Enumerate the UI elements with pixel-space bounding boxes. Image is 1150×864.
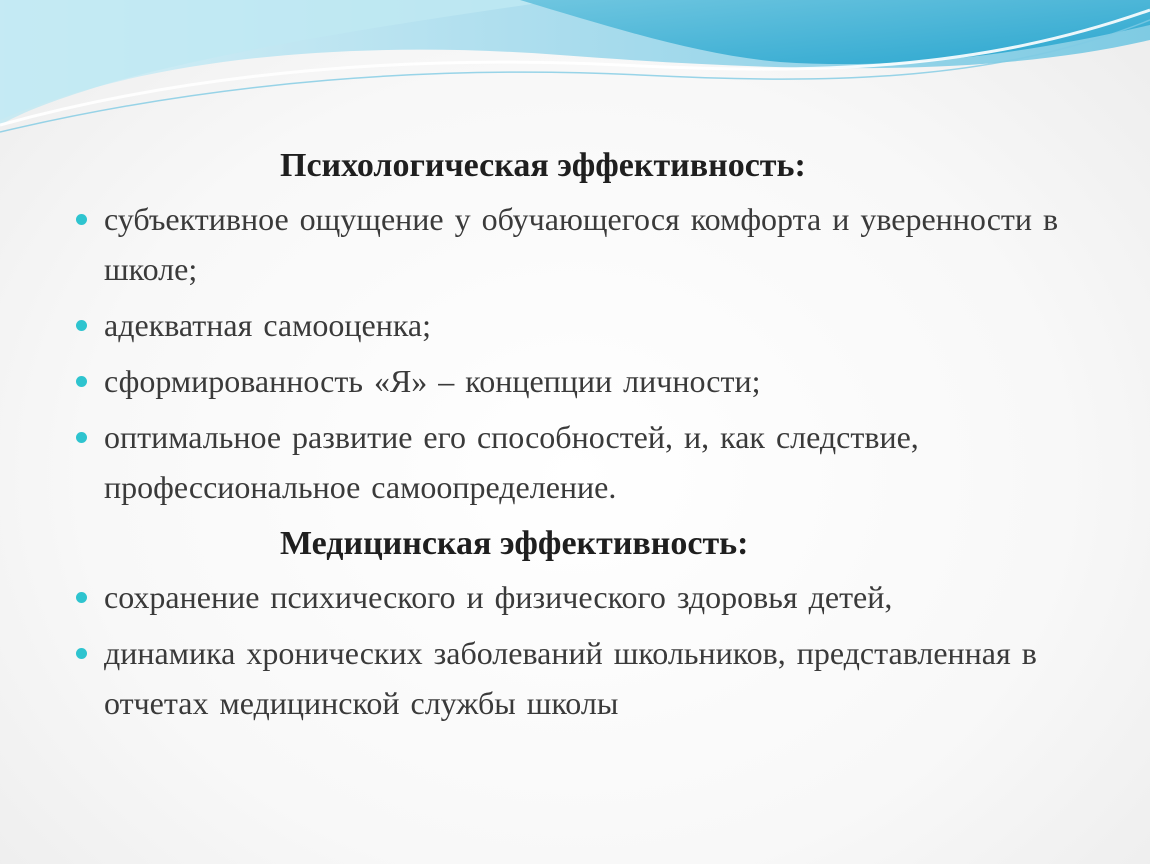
bullet-icon — [76, 214, 87, 225]
list-item: адекватная самооценка; — [72, 300, 1082, 350]
slide-content — [72, 140, 1082, 734]
section-title-medical: Медицинская эффективность: — [280, 525, 749, 562]
bullet-icon — [76, 648, 87, 659]
bullet-icon — [76, 432, 87, 443]
bullet-icon — [76, 376, 87, 387]
bullet-icon — [76, 320, 87, 331]
list-item: субъективное ощущение у обучающегося комфорта и уверенности в школе; — [72, 194, 1082, 294]
list-item: сохранение психического и физического здоровья детей, — [72, 572, 1082, 622]
psychological-list — [72, 194, 1082, 512]
decorative-wave-header — [0, 0, 1150, 140]
list-item: оптимальное развитие его способностей, и, как следствие, профессиональное самоопределение. — [72, 412, 1082, 512]
list-item: динамика хронических заболеваний школьников, представленная в отчетах медицинской службы школы — [72, 628, 1082, 728]
medical-list — [72, 572, 1082, 728]
bullet-icon — [76, 592, 87, 603]
list-item: сформированность «Я» – концепции личности; — [72, 356, 1082, 406]
section-title-psychological: Психологическая эффективность: — [280, 147, 806, 184]
